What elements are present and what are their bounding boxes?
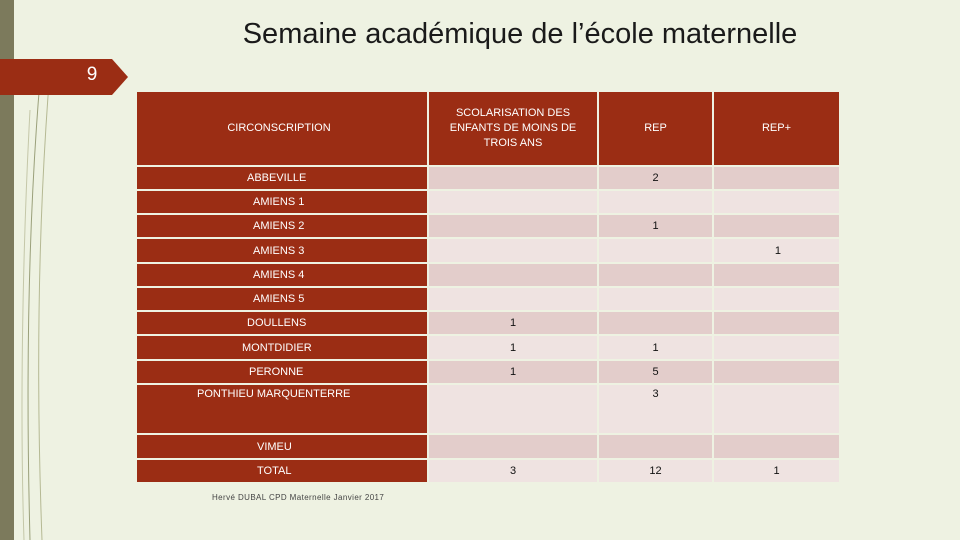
table-row xyxy=(137,435,839,457)
row-name: DOULLENS xyxy=(137,312,427,334)
header-circonscription: CIRCONSCRIPTION xyxy=(137,92,427,165)
cell-scolarisation: 1 xyxy=(429,336,597,358)
table-row xyxy=(137,167,839,189)
cell-rep-plus: 1 xyxy=(714,460,839,482)
cell-rep: 1 xyxy=(599,336,712,358)
table-row xyxy=(137,385,839,434)
cell-rep-plus xyxy=(714,215,839,237)
row-name: ABBEVILLE xyxy=(137,167,427,189)
cell-scolarisation: 1 xyxy=(429,361,597,383)
row-name: AMIENS 5 xyxy=(137,288,427,310)
cell-scolarisation: 1 xyxy=(429,312,597,334)
cell-rep xyxy=(599,264,712,286)
table-row xyxy=(137,288,839,310)
cell-rep-plus xyxy=(714,435,839,457)
table-row xyxy=(137,361,839,383)
table-row xyxy=(137,215,839,237)
page-number-tab xyxy=(0,59,128,95)
cell-rep-plus: 1 xyxy=(714,239,839,261)
cell-rep: 1 xyxy=(599,215,712,237)
cell-rep: 2 xyxy=(599,167,712,189)
cell-scolarisation xyxy=(429,167,597,189)
header-rep-plus: REP+ xyxy=(714,92,839,165)
slide-title: Semaine académique de l’école maternelle xyxy=(242,18,798,50)
cell-rep xyxy=(599,435,712,457)
cell-rep-plus xyxy=(714,264,839,286)
cell-rep xyxy=(599,191,712,213)
cell-scolarisation xyxy=(429,385,597,434)
row-name: MONTDIDIER xyxy=(137,336,427,358)
data-table xyxy=(135,90,841,484)
cell-rep-plus xyxy=(714,361,839,383)
page-number: 9 xyxy=(86,64,98,85)
cell-rep: 5 xyxy=(599,361,712,383)
row-name: AMIENS 1 xyxy=(137,191,427,213)
cell-scolarisation xyxy=(429,264,597,286)
row-name: AMIENS 2 xyxy=(137,215,427,237)
cell-rep-plus xyxy=(714,385,839,434)
cell-scolarisation xyxy=(429,435,597,457)
table-header-row xyxy=(137,92,839,165)
row-name: VIMEU xyxy=(137,435,427,457)
cell-scolarisation xyxy=(429,215,597,237)
footer-credit: Hervé DUBAL CPD Maternelle Janvier 2017 xyxy=(212,493,385,502)
header-scolarisation: SCOLARISATION DES ENFANTS DE MOINS DE TROIS ANS xyxy=(429,92,597,165)
row-name: PERONNE xyxy=(137,361,427,383)
cell-rep-plus xyxy=(714,312,839,334)
table-row xyxy=(137,312,839,334)
cell-rep: 3 xyxy=(599,385,712,434)
row-name: AMIENS 3 xyxy=(137,239,427,261)
table-row xyxy=(137,191,839,213)
cell-scolarisation xyxy=(429,191,597,213)
cell-scolarisation xyxy=(429,239,597,261)
cell-rep-plus xyxy=(714,191,839,213)
cell-scolarisation xyxy=(429,288,597,310)
row-name: PONTHIEU MARQUENTERRE xyxy=(137,385,427,434)
cell-rep-plus xyxy=(714,167,839,189)
table-row xyxy=(137,239,839,261)
cell-rep-plus xyxy=(714,336,839,358)
row-name: TOTAL xyxy=(137,460,427,482)
cell-rep xyxy=(599,239,712,261)
table-row xyxy=(137,264,839,286)
header-rep: REP xyxy=(599,92,712,165)
cell-rep: 12 xyxy=(599,460,712,482)
row-name: AMIENS 4 xyxy=(137,264,427,286)
cell-rep xyxy=(599,288,712,310)
cell-scolarisation: 3 xyxy=(429,460,597,482)
cell-rep-plus xyxy=(714,288,839,310)
table-row-total xyxy=(137,460,839,482)
table-row xyxy=(137,336,839,358)
cell-rep xyxy=(599,312,712,334)
